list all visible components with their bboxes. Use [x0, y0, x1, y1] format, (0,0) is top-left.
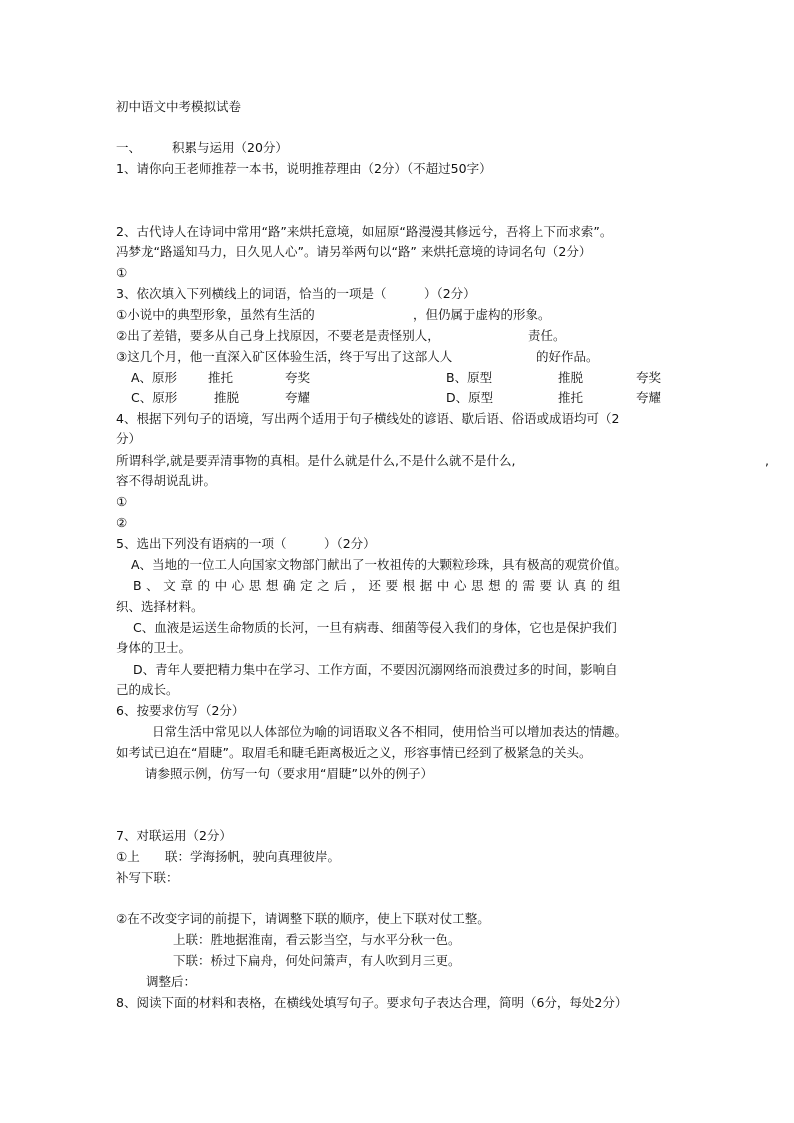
question-3-sentence-3: ③这几个月，他一直深入矿区体验生活，终于写出了这部人人	[116, 349, 453, 364]
couplet-2-lower: 下联：桥过下扁舟，何处问箫声，有人吹到月三更。	[173, 953, 461, 968]
question-5-option-b-cont: 织、选择材料。	[116, 599, 204, 614]
question-7-stem: 7、对联运用（2分）	[116, 828, 232, 843]
option-c-word-2: 推脱	[214, 390, 240, 405]
section-heading: 积累与运用（20分）	[172, 140, 288, 155]
question-5-option-c-cont: 身体的卫士。	[116, 640, 192, 655]
option-a-label: A、原形	[131, 370, 178, 385]
question-3-sentence-2-end: 责任。	[528, 328, 566, 343]
question-5-option-d-cont: 己的成长。	[116, 682, 179, 697]
question-6-stem: 6、按要求仿写（2分）	[116, 703, 245, 718]
couplet-2-instruction: ②在不改变字词的前提下，请调整下联的顺序，使上下联对仗工整。	[116, 911, 490, 926]
question-3-sentence-1-end: ，但仍属于虚构的形象。	[413, 307, 551, 322]
answer-blank-2: ②	[116, 515, 128, 530]
question-2-line-2: 冯梦龙“路遥知马力，日久见人心”。请另举两句以“路” 来烘托意境的诗词名句（2分）	[116, 244, 592, 259]
answer-blank-1: ①	[116, 265, 128, 280]
option-a-word-2: 推托	[208, 370, 234, 385]
question-3-sentence-2: ②出了差错，要多从自己身上找原因，不要老是责怪别人，	[116, 328, 440, 343]
couplet-adjusted-label: 调整后：	[146, 974, 197, 989]
option-b-label: B、原型	[446, 370, 493, 385]
option-d-word-3: 夸耀	[636, 390, 662, 405]
question-5-option-c: C、血液是运送生命物质的长河，一旦有病毒、细菌等侵入我们的身体，它也是保护我们	[133, 620, 617, 635]
question-1: 1、请你向王老师推荐一本书，说明推荐理由（2分）（不超过50字）	[116, 161, 492, 176]
option-b-word-3: 夸奖	[636, 370, 662, 385]
couplet-1-upper: 联：学海扬帆，驶向真理彼岸。	[165, 849, 341, 864]
question-4-text-cont: 容不得胡说乱讲。	[116, 473, 217, 488]
page-title: 初中语文中考模拟试卷	[116, 99, 242, 114]
question-8-stem: 8、阅读下面的材料和表格，在横线处填写句子。要求句子表达合理，简明（6分，每处2分）	[116, 995, 628, 1010]
question-3-stem: 3、依次填入下列横线上的词语，恰当的一项是（ ）（2分）	[116, 286, 476, 301]
question-5-option-d: D、青年人要把精力集中在学习、工作方面，不要因沉溺网络而浪费过多的时间，影响自	[133, 662, 618, 677]
question-5-stem: 5、选出下列没有语病的一项（ ）（2分）	[116, 536, 376, 551]
question-5-option-a: A、当地的一位工人向国家文物部门献出了一枚祖传的大颗粒珍珠，具有极高的观赏价值。	[131, 557, 628, 572]
couplet-1-label: ①上	[116, 849, 140, 864]
question-3-sentence-3-end: 的好作品。	[536, 349, 599, 364]
question-6-paragraph-cont: 如考试已迫在“眉睫”。取眉毛和睫毛距离极近之义，形容事情已经到了极紧急的关头。	[116, 745, 592, 760]
answer-blank-1: ①	[116, 494, 128, 509]
question-3-sentence-1: ①小说中的典型形象，虽然有生活的	[116, 307, 315, 322]
couplet-fill-label: 补写下联：	[116, 870, 179, 885]
option-c-label: C、原形	[131, 390, 178, 405]
option-d-label: D、原型	[446, 390, 494, 405]
section-number: 一、	[116, 140, 142, 155]
question-4-text: 所谓科学,就是要弄清事物的真相。是什么就是什么,不是什么就不是什么,	[116, 453, 516, 468]
question-6-paragraph: 日常生活中常见以人体部位为喻的词语取义各不相同，使用恰当可以增加表达的情趣。	[152, 724, 628, 739]
question-5-option-b: B、文章的中心思想确定之后，还要根据中心思想的需要认真的组	[133, 578, 625, 593]
question-2-line-1: 2、古代诗人在诗词中常用“路”来烘托意境，如屈原“路漫漫其修远兮，吾将上下而求索”。	[116, 224, 613, 239]
couplet-2-upper: 上联：胜地据淮南，看云影当空，与水平分秋一色。	[173, 932, 461, 947]
option-d-word-2: 推托	[558, 390, 584, 405]
question-6-instruction: 请参照示例，仿写一句（要求用“眉睫”以外的例子）	[145, 766, 433, 781]
option-c-word-3: 夸耀	[285, 390, 311, 405]
option-b-word-2: 推脱	[558, 370, 584, 385]
option-a-word-3: 夸奖	[285, 370, 311, 385]
question-4-stem: 4、根据下列句子的语境，写出两个适用于句子横线处的谚语、歇后语、俗语或成语均可（2	[116, 411, 620, 426]
question-4-stem-cont: 分）	[116, 431, 142, 446]
question-4-comma: ,	[765, 453, 769, 468]
